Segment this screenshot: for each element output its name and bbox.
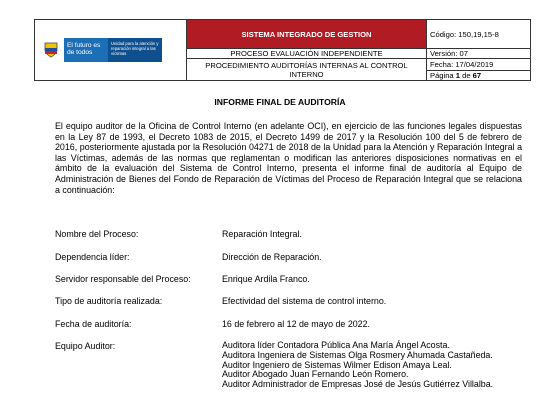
auditor-entry: Auditora Ingeniera de Sistemas Olga Rosmery Ahumada Castañeda. (222, 349, 493, 360)
document-date: Fecha: 17/04/2019 (427, 59, 531, 71)
document-version: Versión: 07 (427, 49, 531, 59)
auditor-entry: Auditora líder Contadora Pública Ana María Ángel Acosta. (222, 340, 450, 350)
current-page: 1 (455, 71, 460, 80)
system-name: SISTEMA INTEGRADO DE GESTION (187, 20, 427, 49)
field-label: Tipo de auditoría realizada: (55, 296, 163, 306)
field-value: Efectividad del sistema de control interno. (222, 296, 387, 306)
field-label: Fecha de auditoría: (55, 319, 132, 329)
page-number: Página 1 de 67 (427, 71, 531, 81)
field-label: Equipo Auditor: (55, 341, 116, 351)
field-label: Nombre del Proceso: (55, 229, 139, 239)
field-label: Dependencia líder: (55, 252, 130, 262)
procedure-name: PROCEDIMIENTO AUDITORÍAS INTERNAS AL CONTROL INTERNO (187, 59, 427, 81)
institution-logo (38, 20, 183, 80)
total-pages: 67 (472, 71, 482, 80)
field-value: Enrique Ardila Franco. (222, 274, 310, 284)
victims-unit-logo-text: Unidad para la atención y reparación integral a las víctimas (108, 38, 162, 62)
gov-logo-text: El futuro es de todos (64, 38, 108, 62)
document-code: Código: 150,19,15-8 (427, 20, 531, 49)
colombia-shield-icon (44, 42, 58, 58)
auditor-list (222, 341, 522, 390)
field-value: Reparación Integral. (222, 229, 302, 239)
process-name: PROCESO EVALUACIÓN INDEPENDIENTE (187, 49, 427, 59)
intro-paragraph: El equipo auditor de la Oficina de Control Interno (en adelante OCI), en ejercicio de las funciones legales dispuestas en la Ley 87 de 1993, el Decreto 1083 de 2015, el Decreto 1499 de 2017 y la Resolución 100 del 5 de febrero de 2016, posteriormente ajustada por la Resolución 04271 de 2018 de la Unidad para la Atención y Reparación Integral a las Víctimas, además de las normas que reglamentan o modifican las anteriores disposiciones normativas en el ámbito de la evaluación del Sistema de Control Interno, presenta el informe final de auditoría al Equipo de Administración de Bienes del Fondo de Reparación de Víctimas del Proceso de Reparación Integral que se relaciona a continuación: (55, 121, 522, 195)
document-header (34, 19, 531, 81)
field-value: 16 de febrero al 12 de mayo de 2022. (222, 319, 371, 329)
auditor-entry: Auditor Administrador de Empresas José de Jesús Gutiérrez Villalba. (222, 379, 494, 390)
logo-cell (35, 20, 187, 81)
auditor-entry: Auditor Abogado Juan Fernando León Romero. (222, 369, 409, 380)
auditor-entry: Auditor Ingeniero de Sistemas Wilmer Edison Amaya Leal. (222, 359, 452, 370)
field-label: Servidor responsable del Proceso: (55, 274, 191, 284)
report-title: INFORME FINAL DE AUDITORÍA (214, 97, 346, 107)
field-value: Dirección de Reparación. (222, 252, 322, 262)
